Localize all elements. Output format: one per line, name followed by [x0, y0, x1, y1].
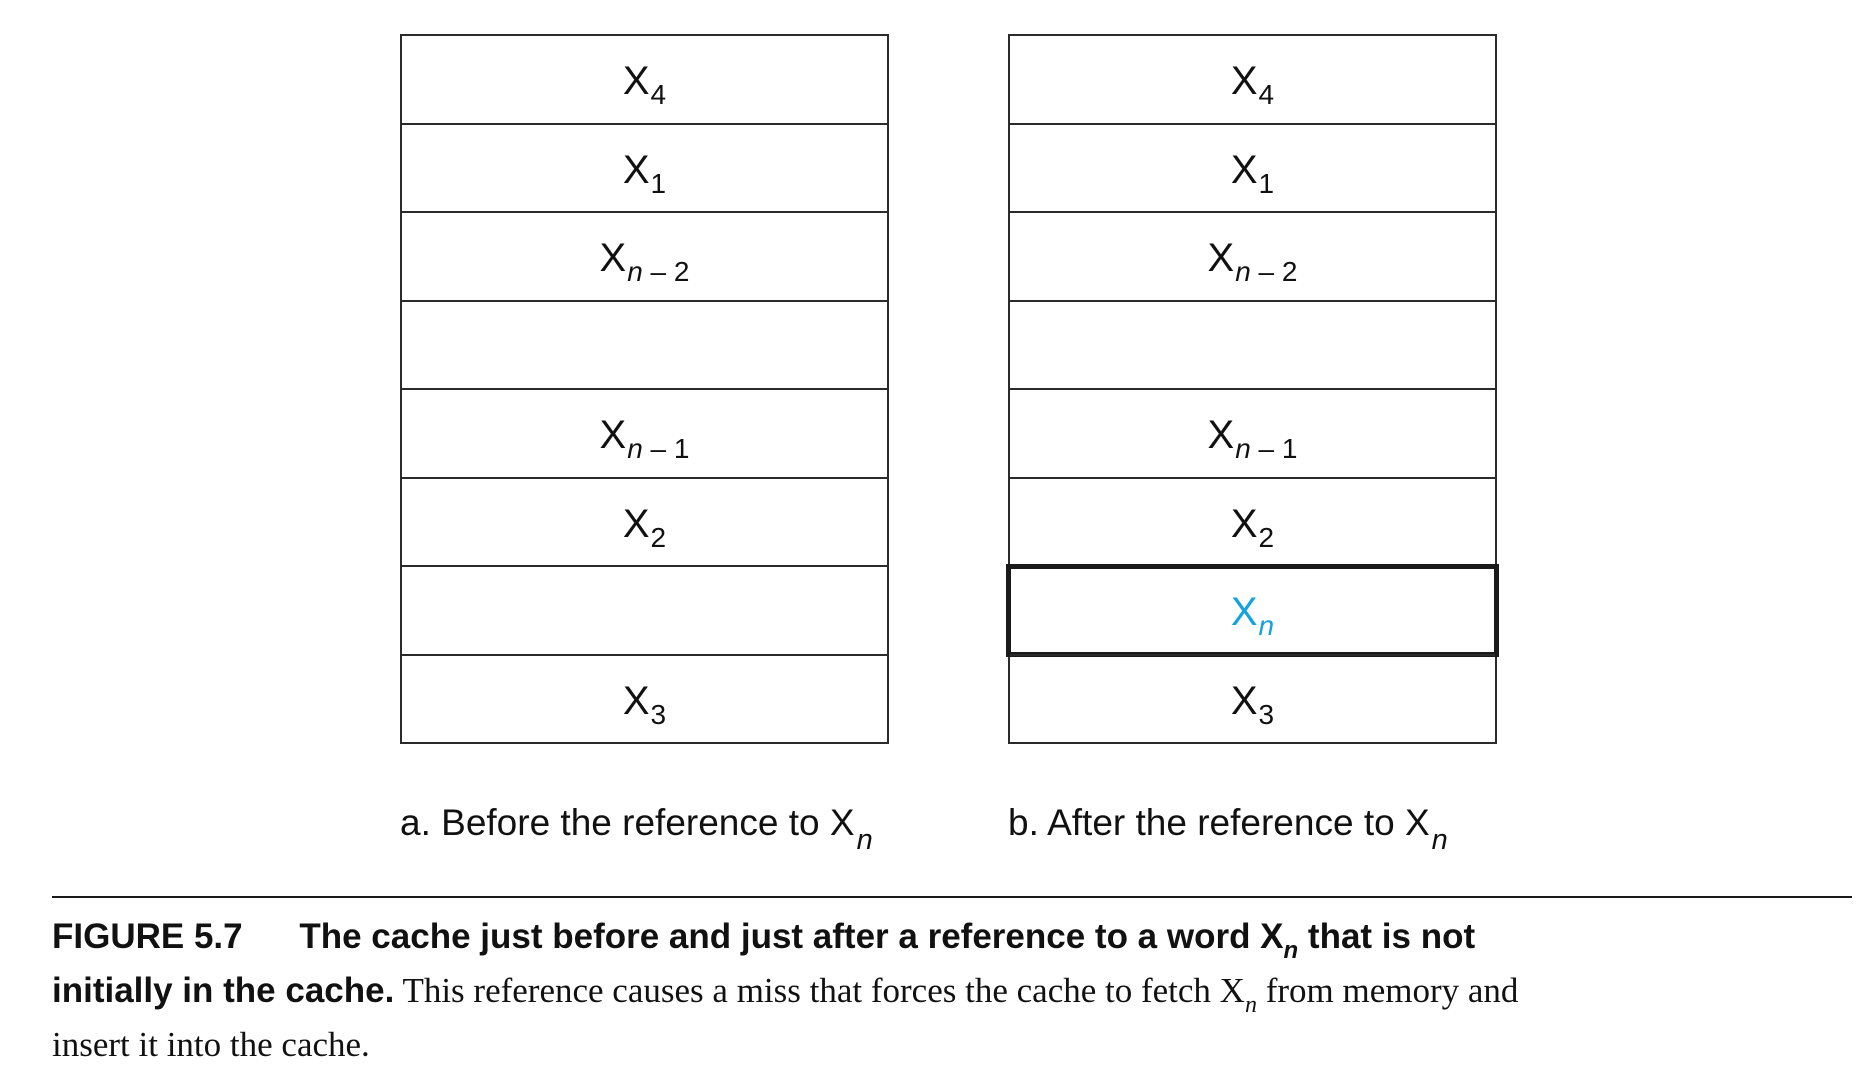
subscript-variable: n	[1235, 433, 1251, 465]
subscript-variable: n	[627, 433, 643, 465]
caption-after-subscript: n	[1431, 824, 1448, 856]
figure-number: FIGURE 5.7	[52, 917, 243, 956]
caption-after-text: b. After the reference to X	[1008, 802, 1430, 843]
word-subscript	[1259, 168, 1275, 199]
cache-before-diagram	[400, 34, 889, 744]
before-cache-row	[402, 565, 887, 654]
after-cache-row	[1010, 388, 1495, 477]
cache-after-diagram	[1008, 34, 1497, 744]
after-cache-row	[1010, 477, 1495, 566]
figure-caption-line-1	[52, 912, 1852, 966]
after-cache-row	[1010, 36, 1495, 123]
figure-title-part-1: The cache just before and just after a reference to a word X	[299, 917, 1284, 956]
figure-title-part-2: that is not	[1298, 917, 1476, 956]
subscript-index: 1	[1258, 167, 1275, 199]
word-base: X	[1230, 678, 1258, 723]
word-subscript	[1235, 256, 1297, 287]
word-base: X	[1207, 236, 1235, 281]
after-cache-row	[1010, 211, 1495, 300]
word-label	[599, 236, 690, 288]
after-cache-row	[1010, 654, 1495, 743]
after-cache-row	[1010, 300, 1495, 389]
subscript-index: 4	[650, 79, 667, 111]
new-word-label	[1230, 590, 1275, 642]
before-cache-row	[402, 388, 887, 477]
word-label	[1207, 236, 1298, 288]
word-label	[1207, 413, 1298, 465]
caption-body-part-1: This reference causes a miss that forces the cache to fetch X	[394, 971, 1245, 1010]
subscript-index: 3	[650, 698, 667, 730]
subscript-index: – 1	[642, 433, 690, 465]
word-subscript	[651, 168, 667, 199]
word-base: X	[1230, 59, 1258, 104]
before-cache-row	[402, 477, 887, 566]
caption-before	[400, 802, 873, 856]
word-subscript	[1235, 433, 1297, 464]
word-label	[622, 59, 667, 111]
subscript-index: 4	[1258, 79, 1275, 111]
subscript-index: 2	[1258, 521, 1275, 553]
figure-caption-body	[394, 971, 1519, 1018]
subscript-index: – 1	[1250, 433, 1298, 465]
word-label	[1230, 678, 1275, 730]
after-cache-row	[1010, 123, 1495, 212]
word-base: X	[599, 236, 627, 281]
word-base: X	[622, 678, 650, 723]
word-subscript	[627, 256, 689, 287]
word-base: X	[1230, 590, 1258, 635]
caption-divider	[52, 896, 1852, 898]
word-base: X	[599, 413, 627, 458]
word-base: X	[622, 501, 650, 546]
after-cache-row	[1010, 565, 1495, 654]
word-label	[1230, 59, 1275, 111]
figure-title-part-3: initially in the cache.	[52, 971, 395, 1010]
word-subscript	[1259, 79, 1275, 110]
word-base: X	[622, 147, 650, 192]
word-label	[622, 678, 667, 730]
word-label	[1230, 501, 1275, 553]
figure-caption	[52, 912, 1852, 1070]
subscript-index: – 2	[1250, 256, 1298, 288]
caption-before-subscript: n	[856, 824, 873, 856]
word-base: X	[1230, 147, 1258, 192]
word-subscript	[627, 433, 689, 464]
subscript-index: – 2	[642, 256, 690, 288]
word-base: X	[622, 59, 650, 104]
word-subscript	[1259, 699, 1275, 730]
word-subscript	[651, 522, 667, 553]
word-label	[599, 413, 690, 465]
subscript-variable: n	[1258, 610, 1275, 642]
before-cache-row	[402, 211, 887, 300]
subscript-index: 3	[1258, 698, 1275, 730]
subscript-variable: n	[627, 256, 643, 288]
caption-body-part-2: from memory and	[1256, 971, 1519, 1010]
figure-title-subscript: n	[1283, 937, 1299, 964]
before-cache-row	[402, 36, 887, 123]
caption-body-subscript: n	[1244, 992, 1257, 1018]
word-subscript	[651, 699, 667, 730]
word-label	[622, 147, 667, 199]
word-label	[622, 501, 667, 553]
before-cache-row	[402, 300, 887, 389]
word-base: X	[1230, 501, 1258, 546]
word-base: X	[1207, 413, 1235, 458]
word-subscript	[651, 79, 667, 110]
word-subscript	[1259, 610, 1275, 641]
figure-title	[299, 917, 1476, 964]
figure-caption-line-3: insert it into the cache.	[52, 1025, 370, 1064]
before-cache-row	[402, 123, 887, 212]
subscript-index: 2	[650, 521, 667, 553]
word-subscript	[1259, 522, 1275, 553]
subscript-variable: n	[1235, 256, 1251, 288]
caption-before-text: a. Before the reference to X	[400, 802, 855, 843]
subscript-index: 1	[650, 167, 667, 199]
word-label	[1230, 147, 1275, 199]
figure-caption-line-2	[52, 966, 1852, 1020]
before-cache-row	[402, 654, 887, 743]
caption-after	[1008, 802, 1448, 856]
